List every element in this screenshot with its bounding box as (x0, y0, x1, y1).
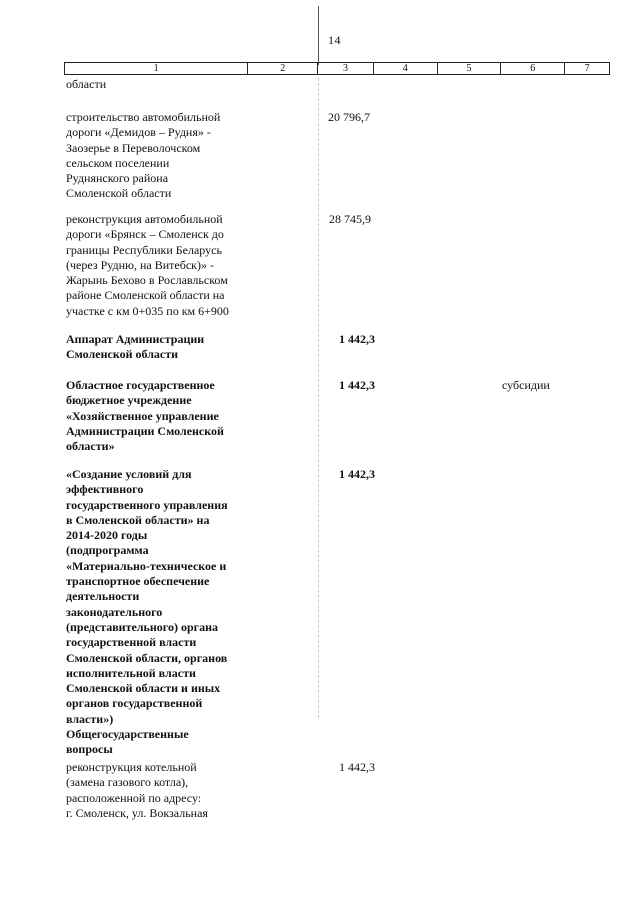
table-header-row (64, 62, 610, 75)
row-3-description: Аппарат Администрации Смоленской области (66, 332, 205, 362)
row-6-description: реконструкция котельной (замена газового котла), расположенной по адресу: г. Смоленск, ул. Вокзальная (66, 760, 208, 820)
column-divider-top (318, 6, 319, 65)
page-number: 14 (328, 33, 341, 47)
header-col-5: 5 (438, 63, 502, 74)
row-4-description: Областное государственное бюджетное учреждение «Хозяйственное управление Администрации Смоленской области» (66, 378, 224, 454)
column-divider-dashed (318, 78, 319, 718)
row-4-column-6: субсидии (502, 378, 550, 392)
row-1-description: строительство автомобильной дороги «Демидов – Рудня» - Заозерье в Переволочском сельском поселении Руднянского района Смоленской области (66, 110, 221, 201)
row-5-description: «Создание условий для эффективного государственного управления в Смоленской области» на 2014-2020 годы (подпрограмма «Материально-техническое и транспортное обеспечение деятельности законодательного (представительного) органа государственной власти Смоленской области, органов исполнительной власти Смоленской области и иных органов государственной власти») Общегосударственные вопросы (66, 467, 228, 757)
header-col-7: 7 (584, 63, 590, 74)
continuation-text: области (66, 77, 107, 91)
row-3-amount: 1 442,3 (339, 332, 375, 346)
header-col-6: 6 (501, 63, 565, 74)
row-2-description: реконструкция автомобильной дороги «Брянск – Смоленск до границы Республики Беларусь (через Рудню, на Витебск)» - Жарынь Бехово в Рославльском районе Смоленской области на участке с км 0+035 по км 6+900 (66, 212, 229, 318)
row-5-amount: 1 442,3 (339, 467, 375, 481)
header-col-4: 4 (374, 63, 438, 74)
header-col-3: 3 (318, 63, 374, 74)
row-2-amount: 28 745,9 (329, 212, 371, 226)
row-6-amount: 1 442,3 (339, 760, 375, 774)
row-4-amount: 1 442,3 (339, 378, 375, 392)
row-1-amount: 20 796,7 (328, 110, 370, 124)
header-col-2: 2 (248, 63, 318, 74)
header-col-1: 1 (65, 63, 248, 74)
